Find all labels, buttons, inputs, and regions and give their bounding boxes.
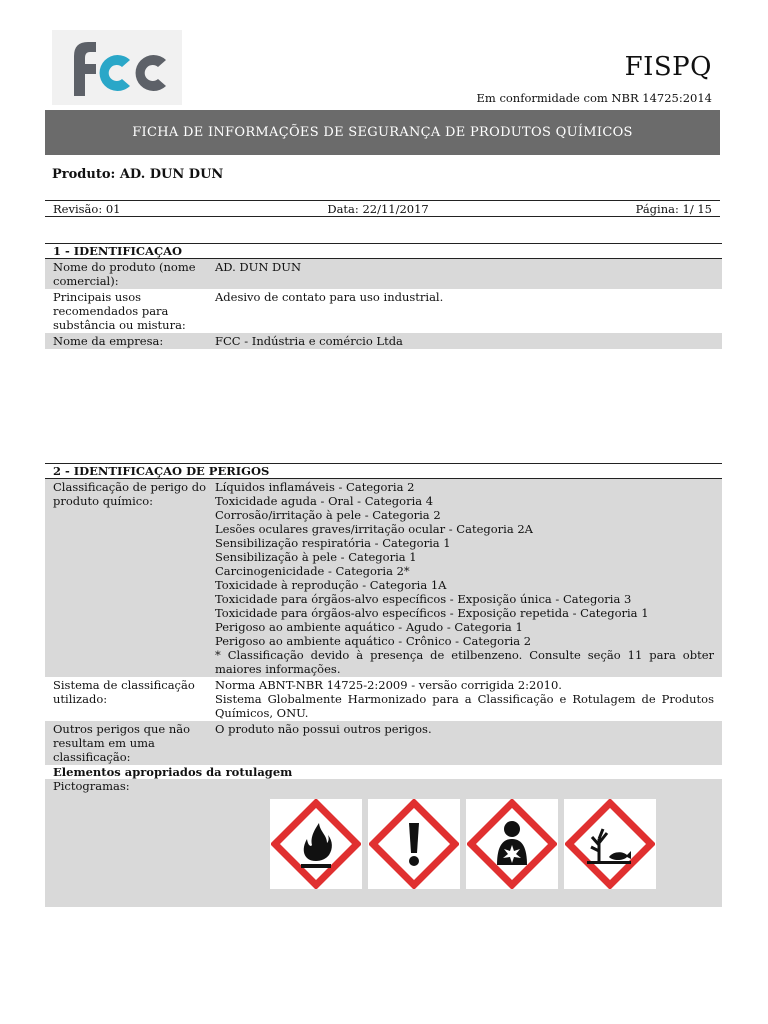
product-line: Produto: AD. DUN DUN	[52, 167, 224, 182]
flame-icon	[270, 799, 362, 889]
table-row: Nome do produto (nome comercial): AD. DUN DUN	[45, 259, 722, 289]
health-hazard-icon	[466, 799, 558, 889]
table-row: Sistema de classificação utilizado: Norma ABNT-NBR 14725-2:2009 - versão corrigida 2:2010. Sistema Globalmente Harmonizado para a Classificação e Rotulagem de Produtos Químicos, ONU.	[53, 678, 714, 720]
conformity-note: Em conformidade com NBR 14725:2014	[476, 91, 712, 105]
table-row: Nome da empresa: FCC - Indústria e comércio Ltda	[45, 333, 722, 349]
section-title: 2 - IDENTIFICAÇAO DE PERIGOS	[45, 463, 722, 479]
fcc-logo	[52, 30, 182, 105]
table-row: Classificação de perigo do produto químico: Líquidos inflamáveis - Categoria 2 Toxicidade aguda - Oral - Categoria 4 Corrosão/irritação à pele - Categoria 2 Lesões oculares graves/irritação ocular - Categoria 2A Sensibilização respiratória - Categoria 1 Sensibilização à pele - Categoria 1 Carcinogenicidade - Categoria 2* Toxicidade à reprodução - Categoria 1A Toxicidade para órgãos-alvo específicos - Exposição única - Categoria 3 Toxicidade para órgãos-alvo específicos - Exposição repetida - Categoria 1 Perigoso ao ambiente aquático - Agudo - Categoria 1 Perigoso ao ambiente aquático - Crônico - Categoria 2 * Classificação devido à presença de etilbenzeno. Consulte seção 11 para obter maiores informações.	[45, 479, 722, 677]
table-row: Outros perigos que não resultam em uma classificação: O produto não possui outros perigos.	[45, 721, 722, 765]
classification-list: Líquidos inflamáveis - Categoria 2 Toxicidade aguda - Oral - Categoria 4 Corrosão/irritação à pele - Categoria 2 Lesões oculares graves/irritação ocular - Categoria 2A Sensibilização respiratória - Categoria 1 Sensibilização à pele - Categoria 1 Carcinogenicidade - Categoria 2* Toxicidade à reprodução - Categoria 1A Toxicidade para órgãos-alvo específicos - Exposição única - Categoria 3 Toxicidade para órgãos-alvo específicos - Exposição repetida - Categoria 1 Perigoso ao ambiente aquático - Agudo - Categoria 1 Perigoso ao ambiente aquático - Crônico - Categoria 2 * Classificação devido à presença de etilbenzeno. Consulte seção 11 para obter maiores informações.	[215, 480, 714, 676]
revision-date: Data: 22/11/2017	[327, 201, 429, 216]
environment-icon	[564, 799, 656, 889]
section-identification	[45, 243, 722, 349]
doc-type: FISPQ	[624, 52, 712, 82]
page-number: Página: 1/ 15	[635, 201, 712, 216]
labeling-title: Elementos apropriados da rotulagem	[53, 765, 293, 779]
pictograms-box: Pictogramas:	[45, 779, 722, 907]
section-title: 1 - IDENTIFICAÇAO	[45, 243, 722, 259]
table-row: Principais usos recomendados para substância ou mistura: Adesivo de contato para uso industrial.	[53, 290, 444, 332]
section-hazards	[45, 463, 722, 907]
title-banner: FICHA DE INFORMAÇÕES DE SEGURANÇA DE PRODUTOS QUÍMICOS	[45, 110, 720, 155]
revision-line	[45, 200, 720, 217]
revision-number: Revisão: 01	[53, 201, 121, 216]
exclamation-icon	[368, 799, 460, 889]
